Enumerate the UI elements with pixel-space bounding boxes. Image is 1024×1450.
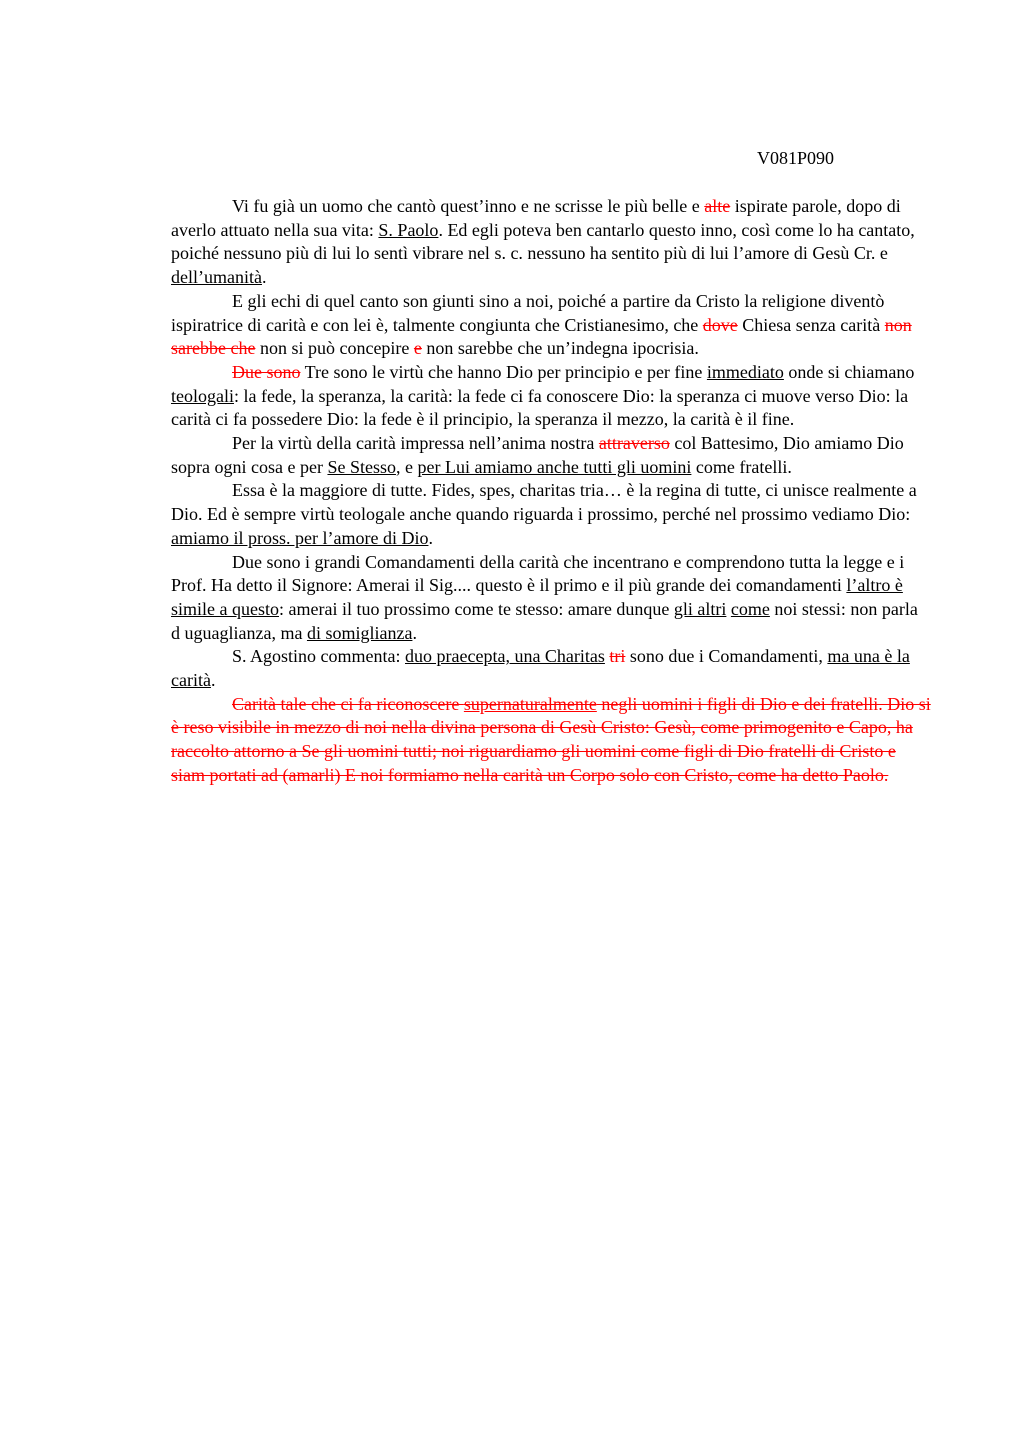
underlined-text: di somiglianza	[306, 622, 413, 643]
deleted-text: Carità tale che ci fa riconoscere	[232, 693, 464, 714]
text-run: Chiesa senza carità	[737, 314, 885, 335]
text-run: E gli echi di quel canto son giunti sino a noi, poiché a partire da Cristo la religione diventò ispiratrice di carità e con lei è, talmente congiunta che Cristianesimo, che	[171, 290, 885, 335]
page-identifier: V081P090	[757, 148, 835, 168]
paragraph-5	[171, 479, 931, 550]
text-run: . Ed egli poteva ben cantarlo questo inno, così come lo ha cantato, poiché nessuno più di lui lo sentì vibrare nel s. c. nessuno ha sentito più di lui l’amore di Gesù Cr. e	[171, 219, 915, 264]
text-run: col Battesimo, Dio amiamo Dio sopra ogni cosa e per	[171, 433, 904, 477]
text-run: Vi fu già un uomo che cantò quest’inno e ne scrisse le più belle e	[232, 196, 705, 216]
text-run: Due sono i grandi Comandamenti della carità che incentrano e comprendono tutta la legge e i Prof. Ha detto il Signore: Amerai il Sig.... questo è il primo e il più grande dei comandamenti	[171, 551, 905, 596]
text-run: Essa è la maggiore di tutte. Fides, spes, charitas tria… è la regina di tutte, ci unisce realmente a Dio. Ed è sempre virtù teologale anche quando riguarda i prossimo, perché nel prossimo vediamo Dio:	[171, 480, 917, 525]
deleted-text: attraverso	[598, 433, 670, 454]
text-run: .	[261, 267, 267, 288]
underlined-text: per Lui amiamo anche tutti gli uomini	[417, 456, 692, 477]
underlined-text: teologali	[171, 385, 234, 406]
underlined-text: dell’umanità	[171, 267, 262, 288]
paragraph-4	[171, 432, 931, 479]
underlined-text: S. Paolo	[378, 219, 439, 240]
paragraph-1	[171, 195, 931, 290]
deleted-text: dove	[702, 314, 738, 335]
paragraph-7	[171, 645, 931, 692]
underlined-text: gli altri	[673, 598, 727, 619]
deleted-text: non sarebbe che	[171, 314, 912, 359]
text-run: non si può concepire	[255, 338, 414, 359]
text-run: : amerai il tuo prossimo come te stesso: amare dunque	[278, 598, 674, 619]
text-run: come fratelli.	[691, 456, 792, 477]
document-body	[171, 195, 931, 788]
underlined-text: l’altro è simile a questo	[171, 575, 903, 619]
text-run: .	[210, 670, 216, 691]
text-run: .	[428, 527, 433, 548]
text-run: Per la virtù della carità impressa nell’anima nostra	[232, 433, 599, 454]
paragraph-6	[171, 551, 931, 646]
deleted-underlined-text: supernaturalmente	[463, 693, 597, 714]
deleted-text: Due sono	[232, 361, 301, 382]
underlined-text: amiamo il pross. per l’amore di Dio	[171, 527, 429, 548]
text-run: Tre sono le virtù che hanno Dio per principio e per fine	[300, 361, 707, 382]
deleted-text: e	[413, 338, 422, 359]
deleted-text: negli uomini i figli di Dio e dei fratelli. Dio si è reso visibile in mezzo di noi nella divina persona di Gesù Cristo: Gesù, come primogenito e Capo, ha raccolto attorno a Se gli uomini tutti; noi riguardiamo gli uomini come figli di Dio fratelli di Cristo e siam portati ad (amarli) E noi formiamo nella carità un Corpo solo con Cristo, come ha detto Paolo.	[171, 693, 931, 785]
deleted-text: alte	[704, 196, 731, 216]
text-run: , e	[395, 456, 418, 477]
text-run: .	[412, 622, 417, 643]
text-run: : la fede, la speranza, la carità: la fede ci fa conoscere Dio: la speranza ci muove verso Dio: la carità ci fa possedere Dio: la fede è il principio, la speranza il mezzo, la carità è il fine.	[171, 385, 909, 430]
text-run: onde si chiamano	[783, 361, 915, 382]
paragraph-2	[171, 290, 931, 361]
text-run: sono due i Comandamenti,	[625, 646, 828, 667]
text-run: noi stessi: non parla d uguaglianza, ma	[171, 598, 918, 643]
underlined-text: ma una è la carità	[171, 646, 910, 691]
text-run: S. Agostino commenta:	[232, 646, 405, 667]
underlined-text: come	[730, 598, 770, 619]
text-run: non sarebbe che un’indegna ipocrisia.	[421, 338, 699, 359]
paragraph-3	[171, 361, 931, 432]
underlined-text: duo praecepta, una Charitas	[405, 646, 605, 667]
underlined-text: immediato	[706, 361, 784, 382]
deleted-text: tri	[609, 646, 626, 667]
text-run: ispirate parole, dopo di averlo attuato nella sua vita:	[171, 196, 901, 240]
paragraph-8	[171, 693, 931, 788]
underlined-text: Se Stesso	[327, 456, 396, 477]
